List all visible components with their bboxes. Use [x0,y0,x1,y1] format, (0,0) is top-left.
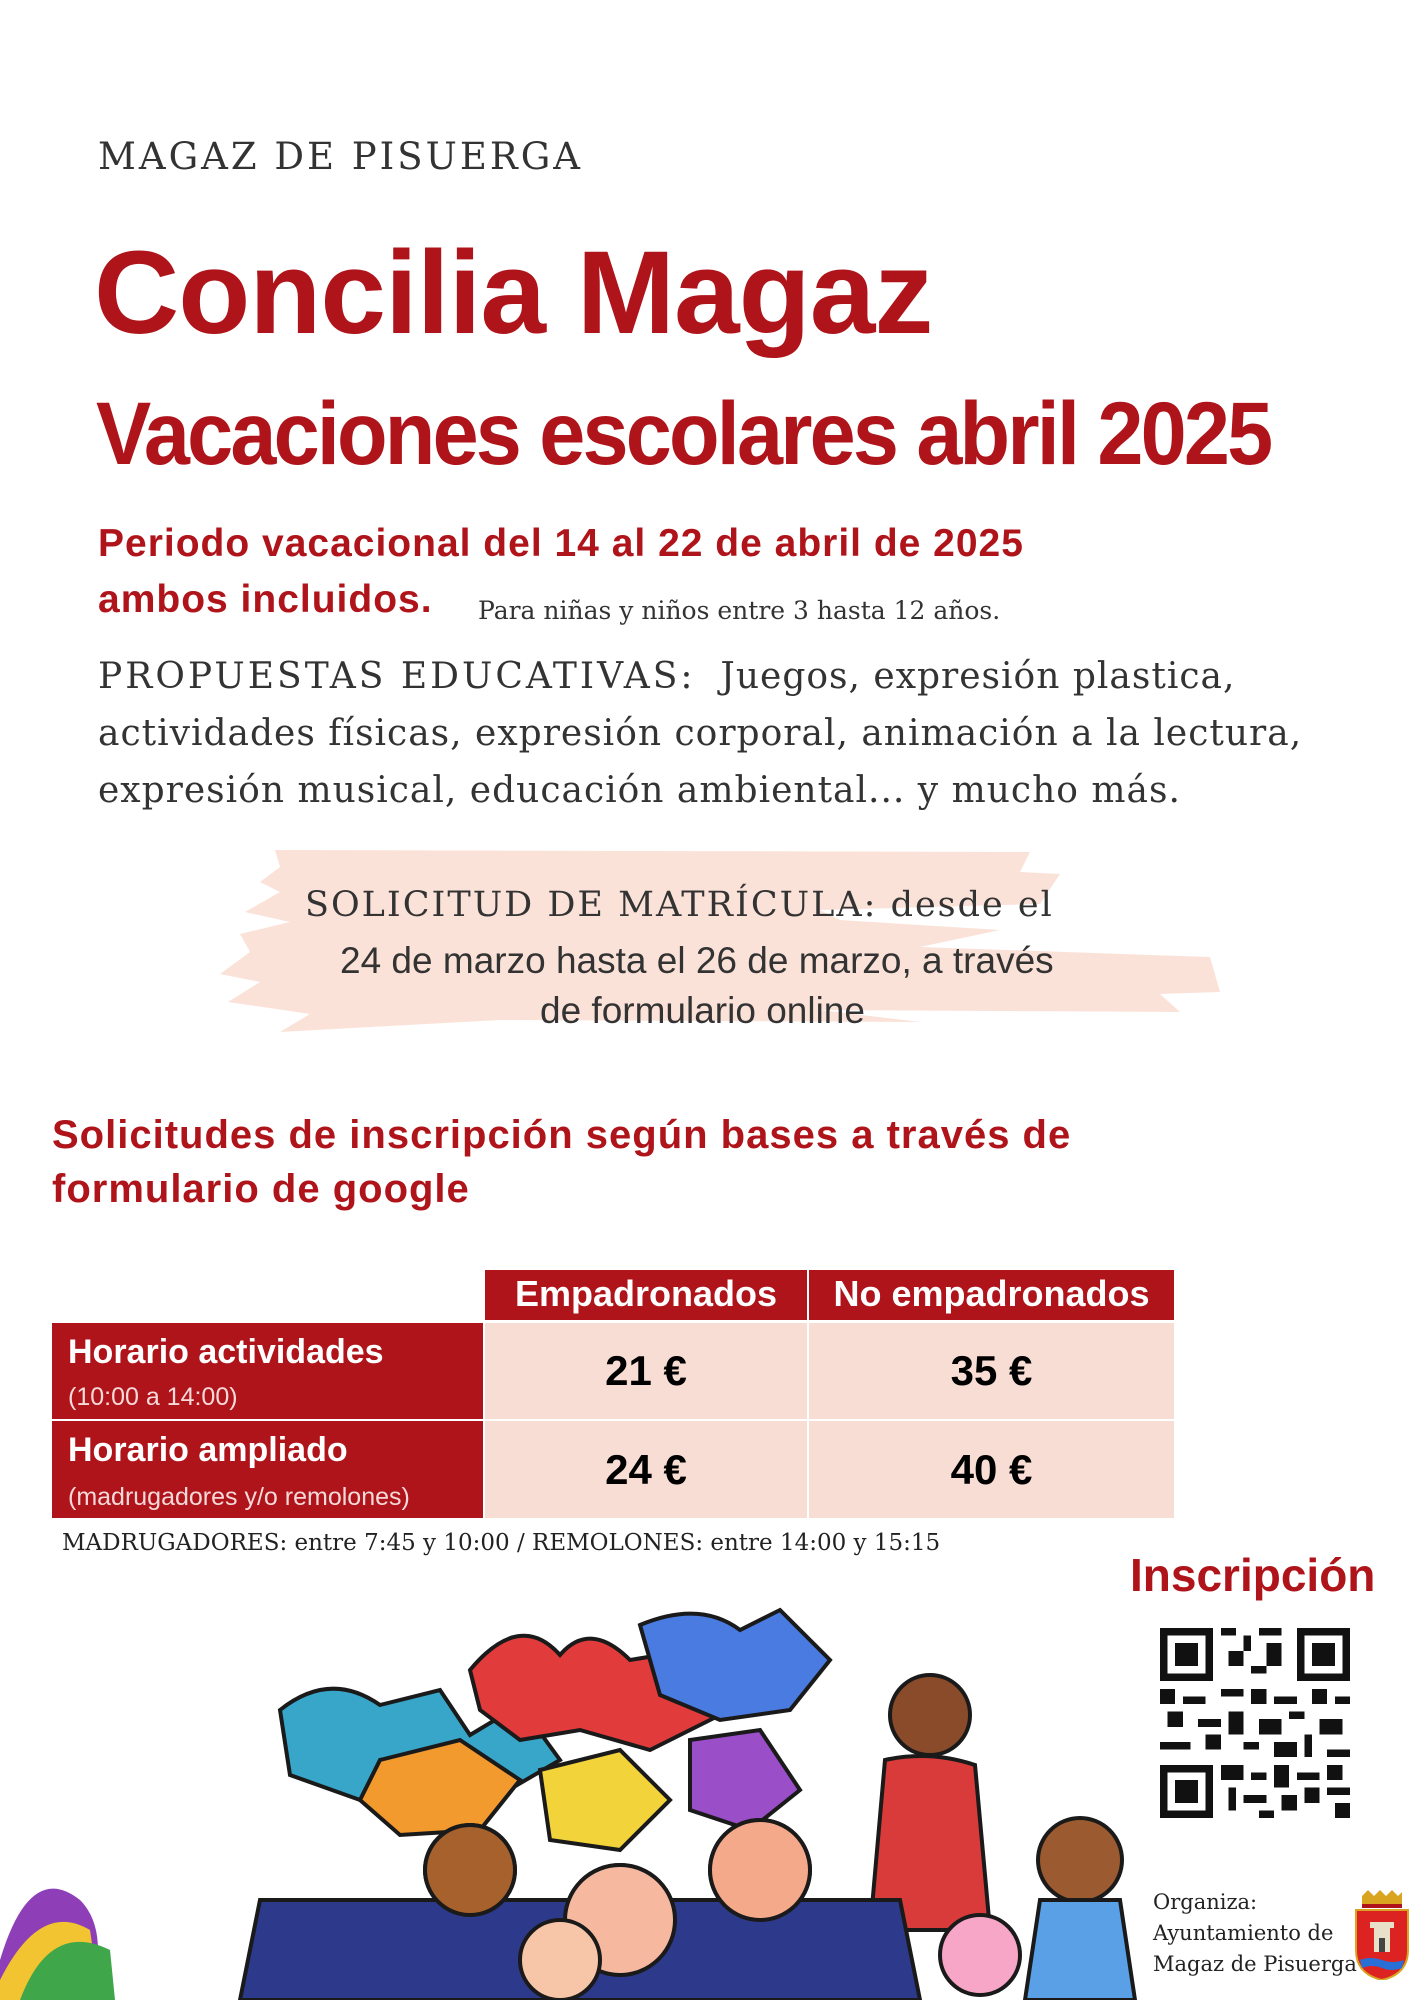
organizer-line-1: Organiza: [1153,1890,1258,1914]
price-actividades-no-empadronados: 35 € [809,1323,1174,1419]
proposals-line-2: actividades físicas, expresión corporal, animación a la lectura, [98,713,1303,754]
proposals-lead: PROPUESTAS EDUCATIVAS: [98,656,696,697]
page-title: Concilia Magaz [94,227,933,359]
row-label-horario-ampliado: Horario ampliado [68,1431,348,1469]
page-subtitle: Vacaciones escolares abril 2025 [96,383,1271,483]
proposals-line-1 [98,648,1338,705]
period-line-2: ambos incluidos. [98,578,433,621]
period-line-1: Periodo vacacional del 14 al 22 de abril de 2025 [98,522,1024,565]
row-label-horario-actividades: Horario actividades [68,1333,384,1371]
enrollment-line-3: de formulario online [540,990,865,1031]
row-header-horario-actividades [52,1323,483,1419]
row-header-horario-ampliado [52,1421,483,1518]
proposals-line-1-text: Juegos, expresión plastica, [720,656,1236,697]
forms-notice-line-2: formulario de google [52,1167,470,1211]
enrollment-line-1 [305,885,1054,925]
proposals-block [98,648,1338,819]
header-no-empadronados: No empadronados [809,1270,1174,1320]
proposals-line-3: expresión musical, educación ambiental... y mucho más. [98,770,1181,811]
municipal-crest-icon [1352,1890,1412,1980]
row-sublabel-horario-actividades: (10:00 a 14:00) [68,1383,238,1411]
children-illustration [0,1600,1150,2000]
enrollment-line-1-rest: desde el [890,885,1054,925]
ages-text: Para niñas y niños entre 3 hasta 12 años. [478,596,1001,625]
inscription-title: Inscripción [1130,1549,1376,1601]
price-table [52,1270,1174,1518]
forms-notice-line-1: Solicitudes de inscripción según bases a través de [52,1113,1072,1157]
row-sublabel-horario-ampliado: (madrugadores y/o remolones) [68,1483,410,1511]
organizer-block [1153,1887,1357,1980]
enrollment-label: SOLICITUD DE MATRÍCULA: [305,885,878,925]
price-ampliado-no-empadronados: 40 € [809,1421,1174,1518]
municipality-name: MAGAZ DE PISUERGA [98,135,583,178]
organizer-line-2: Ayuntamiento de [1153,1921,1334,1945]
schedule-note: MADRUGADORES: entre 7:45 y 10:00 / REMOLONES: entre 14:00 y 15:15 [62,1530,941,1556]
organizer-line-3: Magaz de Pisuerga [1153,1952,1357,1976]
qr-code-icon[interactable] [1160,1628,1350,1818]
price-actividades-empadronados: 21 € [485,1323,807,1419]
header-empadronados: Empadronados [485,1270,807,1320]
price-ampliado-empadronados: 24 € [485,1421,807,1518]
enrollment-line-2: 24 de marzo hasta el 26 de marzo, a través [340,940,1054,981]
forms-notice [52,1108,1252,1216]
